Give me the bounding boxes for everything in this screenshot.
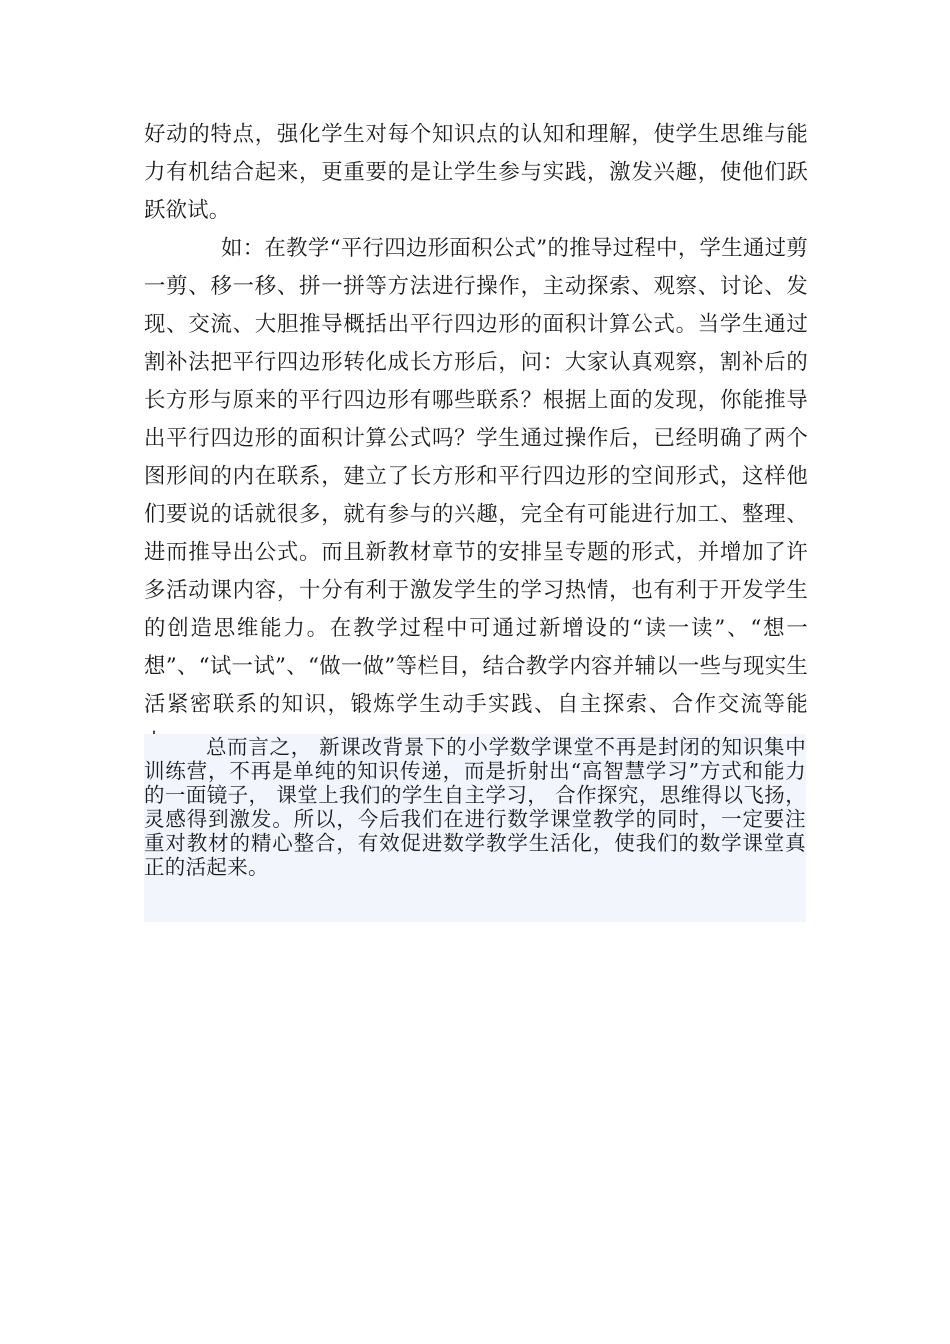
summary-highlight-block (144, 734, 806, 922)
paragraph-continuation: 好动的特点，强化学生对每个知识点的认知和理解，使学生思维与能力有机结合起来，更重要的是让学生参与实践，激发兴趣，使他们跃跃欲试。 (144, 122, 808, 223)
summary-paragraph: 总而言之， 新课改背景下的小学数学课堂不再是封闭的知识集中训练营，不再是单纯的知识传递，而是折射出“高智慧学习”方式和能力的一面镜子， 课堂上我们的学生自主学习， 合作探究，思维得以飞扬，灵感得到激发。所以，今后我们在进行数学课堂教学的同时，一定要注重对教材的精心整合，有效促进数学教学生活化，使我们的数学课堂真正的活起来。 (144, 735, 806, 879)
paragraph-example: 如：在教学“平行四边形面积公式”的推导过程中，学生通过剪一剪、移一移、拼一拼等方法进行操作，主动探索、观察、讨论、发现、交流、大胆推导概括出平行四边形的面积计算公式。当学生通过割补法把平行四边形转化成长方形后，问：大家认真观察，割补后的长方形与原来的平行四边形有哪些联系？根据上面的发现，你能推导出平行四边形的面积计算公式吗？学生通过操作后，已经明确了两个图形间的内在联系，建立了长方形和平行四边形的空间形式，这样他们要说的话就很多，就有参与的兴趣，完全有可能进行加工、整理、进而推导出公式。而且新教材章节的安排呈专题的形式，并增加了许多活动课内容，十分有利于激发学生的学习热情，也有利于开发学生的创造思维能力。在教学过程中可通过新增设的“读一读”、“想一想”、“试一试”、“做一做”等栏目，结合教学内容并辅以一些与现实生活紧密联系的知识，锻炼学生动手实践、自主探索、合作交流等能 (144, 236, 808, 717)
